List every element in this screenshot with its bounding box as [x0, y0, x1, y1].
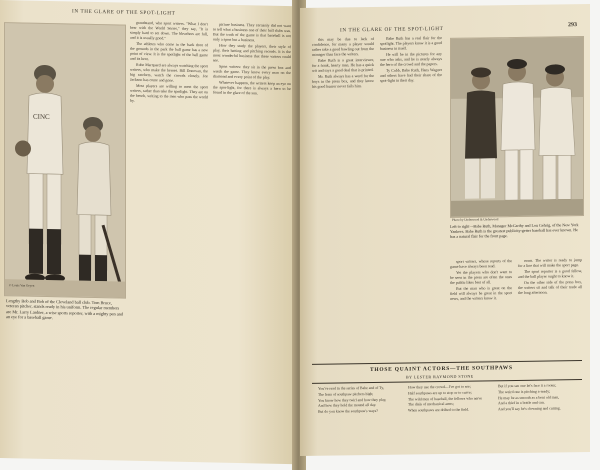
- poem-line: The dials of mechanical arms;: [408, 402, 454, 407]
- text-column-1: [312, 37, 374, 360]
- text-column-2: [213, 22, 291, 454]
- photo-credit: © Louis Van Oeyen: [9, 283, 35, 288]
- baseball-players-photo: [4, 22, 126, 299]
- poem-column-2: [402, 384, 486, 447]
- poem-line: The weird one is pitching a-ready;: [498, 389, 551, 395]
- paragraph: Ty Cobb, Babe Ruth, Hans Wagner and others have had their share of the spot-light in their day.: [380, 68, 442, 83]
- photo-credit: Photo by Underwood & Underwood: [452, 217, 499, 222]
- photo-caption: Lengthy Bob and Bob of the Cleveland ball club. Tom Bruce, veteran pitcher, stands ready in his uniform. The regular members are Mr. Larry Lardner, a wise sports reporter, with a mighty pen and an eye for a baseball game.: [6, 298, 123, 321]
- paragraph: How they study the players, their style of play, their batting and pitching records. It is the most wonderful business that these writers could see.: [213, 43, 291, 63]
- paragraph: But the man who is great on the field will always be great in the sport news, and the writers know it.: [450, 286, 512, 301]
- section-divider: [312, 360, 582, 365]
- paragraph: Whatever happens, the writers keep an eye on the spot-light, for there is always a hero to be found in the glare of the sun.: [213, 80, 291, 96]
- paragraph: grandstand, who sport writers. "What I don't hear with the World Series," they say, "It is simply hard to set down. The bleachers are full, and it is usually good.": [130, 20, 208, 41]
- paragraph: sport writers, whose reports of the game have always been read.: [450, 259, 512, 269]
- paragraph: Most players are willing to meet the sport writers, rather than take the spotlight. They are on the bench, writing to the men who pass the world by.: [130, 83, 208, 103]
- paragraph: Babe Ruth is a great interviewer, for a frank, hearty man. He has a quick wit and says a good deal that is printed.: [312, 57, 374, 73]
- poem-line: How they use the crowd—I've got to see;: [408, 384, 471, 390]
- yankees-players-photo: [450, 36, 584, 218]
- poem-line: You've read in the series of Babe and of Ty,: [318, 385, 384, 391]
- poem-line: But do you know the southpaw's ways?: [318, 409, 378, 414]
- paragraph: Sport writers: they sit in the press box and watch the game. They know every man on the diamond and every point of the play.: [213, 64, 291, 80]
- text-column-2: [380, 36, 442, 359]
- paragraph: Mr. Ruth always has a word for the boys in the press box, and they know his good humor never fails him.: [312, 73, 374, 89]
- poem-line: And how they hold the mound all day.: [318, 403, 377, 409]
- right-page: [300, 4, 590, 456]
- poem-line: You know how they twirl and how they play,: [318, 397, 387, 403]
- paragraph: Yet the players who don't want to be seen in the press are often the ones the public likes best of all.: [450, 270, 512, 285]
- section-title: THOSE QUAINT ACTORS—THE SOUTHPAWS: [370, 365, 513, 374]
- running-head: IN THE GLARE OF THE SPOT-LIGHT: [340, 25, 444, 34]
- paragraph: Rube Marquard are always watching the sport writers, who make the heroes. Bill Donovan, the big catchers, watch the crowds closely. Joe Jackson has come and gone.: [130, 62, 208, 83]
- paragraph: He will be in the pictures for any one who asks, and he is nearly always the hero of the crowd and the papers.: [380, 52, 442, 67]
- svg-text:CINC: CINC: [33, 112, 50, 122]
- poem-column-3: [492, 383, 582, 446]
- paragraph: On the other side of the press box, the writers sit and talk of their trade all the long afternoon.: [518, 280, 582, 295]
- running-head: IN THE GLARE OF THE SPOT-LIGHT: [72, 8, 176, 17]
- paragraph: room. The writer is ready to jump for a line that will make the sport page.: [518, 258, 582, 268]
- paragraph: The sport reporter is a good fellow, and the ball player ought to know it.: [518, 269, 582, 279]
- poem-line: The feats of southpaw pitchers high;: [318, 391, 374, 397]
- poem-line: He may be as smooth as a bent old man,: [498, 394, 560, 400]
- paragraph: Babe Ruth has a real flair for the spotlight. The players know it is a good business in itself.: [380, 36, 442, 51]
- left-page: [0, 0, 298, 464]
- poem-line: But if you see one let's face it a rooter,: [498, 383, 557, 389]
- text-column-3: [450, 259, 512, 358]
- text-column-1: [130, 21, 208, 453]
- poem-line: And a thief in a bottle and can.: [498, 400, 545, 406]
- paragraph: this may be due to lack of confidence, for many a player would rather take a good bawling out from the manager than face the writers.: [312, 36, 374, 57]
- paragraph: The athletes who come in the back door of the grounds in the park the ball game has a new point of view. It is the spotlight of the ball game and its hero.: [130, 41, 208, 62]
- paragraph: picture business. They certainly did not want to tell what a business one of their ball clubs was. But the truth of the game is that baseball is not only a sport but a business.: [213, 22, 291, 43]
- poem-line: When southpaws are drifted to the field.: [408, 407, 470, 413]
- poem-column-1: [312, 386, 396, 449]
- byline: BY LESTER RAYMOND STONE: [406, 373, 474, 380]
- page-number: 293: [568, 22, 577, 29]
- poem-line: And you'll say he's clowning and cutting.: [498, 406, 561, 412]
- text-column-4: [518, 258, 582, 357]
- photo-caption: Left to right—Babe Ruth, Manager McCarthy and Lou Gehrig, of the New York Yankees. Babe Ruth is the greatest publicity-getter baseball has ever known. He has a natural flair for the front page.: [450, 222, 579, 239]
- poem-line: Half southpaws are up to stop or to curve;: [408, 390, 472, 396]
- poem-line: The wild men of baseball, the fellows who nerve: [408, 396, 483, 402]
